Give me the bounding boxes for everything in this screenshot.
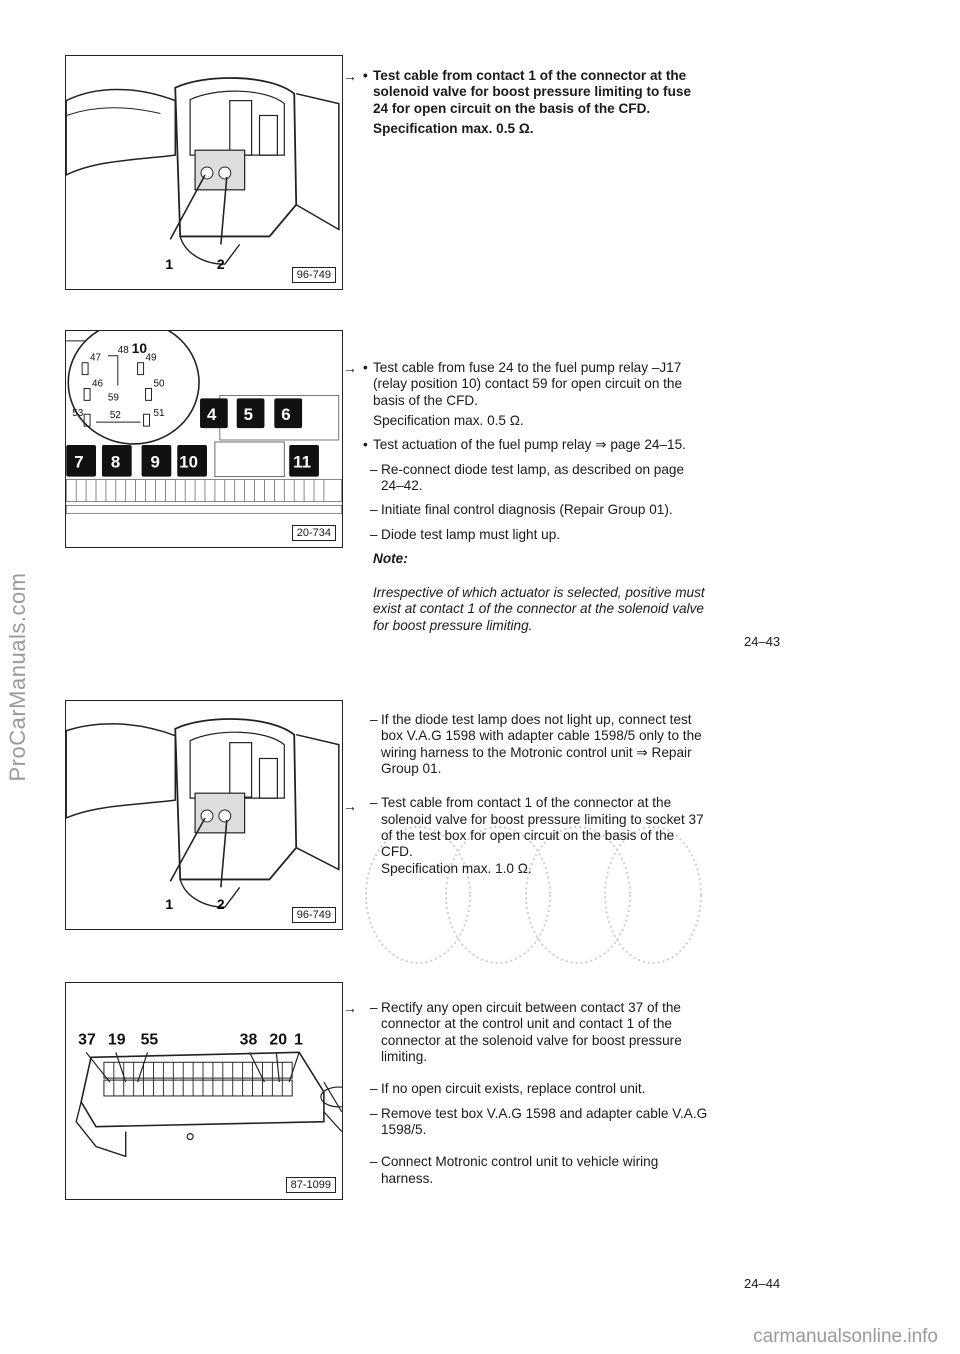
pin-37: 37 [78, 1031, 96, 1049]
note-body: Irrespective of which actuator is selected, positive must exist at contact 1 of the connector at the solenoid valve for boost pressure limiting. [373, 585, 705, 633]
figure-control-unit [65, 982, 343, 1200]
step-spec: Specification max. 0.5 Ω. [373, 412, 524, 428]
relay-7: 7 [74, 452, 84, 472]
contact-49: 49 [145, 352, 157, 364]
pin-1: 1 [294, 1031, 303, 1049]
relay-11: 11 [293, 452, 311, 472]
connector-illustration [66, 56, 342, 289]
arrow-marker: → [343, 798, 357, 814]
page-number-bottom: 24–44 [744, 1276, 781, 1291]
relay-10: 10 [179, 452, 198, 472]
callout-2: 2 [216, 256, 225, 273]
step-dash: – If no open circuit exists, replace control unit. [370, 1081, 646, 1097]
step-dash: – Test cable from contact 1 of the connector at the solenoid valve for boost pressure limiting to socket 37 of the test box for open circuit on the basis of the CFD. [370, 795, 704, 860]
step-dash: – Initiate final control diagnosis (Repair Group 01). [370, 502, 673, 518]
figure-connector-1 [65, 55, 343, 290]
contact-59: 59 [107, 392, 119, 404]
contact-47: 47 [90, 352, 102, 364]
relay-4: 4 [206, 405, 217, 425]
instruction-block-2 [343, 360, 709, 634]
step-dash: – Re-connect diode test lamp, as described on page 24–42. [370, 461, 685, 493]
callout-2: 2 [216, 896, 225, 913]
side-watermark: ProCarManuals.com [5, 572, 30, 782]
step-bullet: • Test cable from fuse 24 to the fuel pump relay –J17 (relay position 10) contact 59 for open circuit on the basis of the CFD. [363, 360, 683, 408]
figure-connector-2 [65, 700, 343, 930]
instruction-block-4 [343, 1000, 709, 1195]
contact-53: 53 [72, 408, 84, 420]
relay-9: 9 [150, 452, 160, 472]
step-dash: – Diode test lamp must light up. [370, 526, 561, 542]
figure-number: 96-749 [292, 907, 336, 923]
page-number-top: 24–43 [744, 634, 781, 649]
pin-20: 20 [269, 1031, 288, 1049]
bottom-watermark: carmanualsonline.info [753, 1326, 938, 1347]
connector-illustration [66, 701, 342, 929]
relay-6: 6 [281, 405, 291, 425]
instruction-block-3 [343, 712, 709, 885]
arrow-marker: → [343, 1000, 357, 1016]
pin-19: 19 [107, 1031, 126, 1049]
pin-55: 55 [140, 1031, 159, 1049]
step-dash: – Connect Motronic control unit to vehicle wiring harness. [370, 1154, 659, 1186]
figure-number: 96-749 [292, 267, 336, 283]
step-bullet: • Test cable from contact 1 of the connector at the solenoid valve for boost pressure limiting to fuse 24 for open circuit on the basis of the CFD. [363, 68, 691, 116]
note-heading: Note: [373, 550, 408, 566]
arrow-marker: → [343, 68, 357, 84]
contact-10: 10 [131, 339, 148, 356]
figure-number: 87-1099 [286, 1177, 336, 1193]
callout-1: 1 [165, 256, 174, 273]
step-spec: Specification max. 1.0 Ω. [381, 860, 532, 876]
relay-panel-illustration [66, 331, 342, 547]
step-spec: Specification max. 0.5 Ω. [373, 120, 534, 136]
contact-46: 46 [92, 378, 104, 390]
figure-relay-panel [65, 330, 343, 548]
pin-38: 38 [239, 1031, 258, 1049]
contact-50: 50 [153, 378, 165, 390]
contact-48: 48 [117, 344, 129, 356]
instruction-block-1 [343, 68, 709, 145]
control-unit-illustration [66, 983, 342, 1199]
figure-number: 20-734 [292, 525, 336, 541]
step-dash: – Remove test box V.A.G 1598 and adapter cable V.A.G 1598/5. [370, 1105, 708, 1137]
step-bullet: • Test actuation of the fuel pump relay ⇒ page 24–15. [363, 437, 686, 453]
callout-1: 1 [165, 896, 174, 913]
step-dash: – If the diode test lamp does not light up, connect test box V.A.G 1598 with adapter cable 1598/5 only to the wiring harness to the Motronic control unit ⇒ Repair Group 01. [370, 712, 702, 776]
contact-52: 52 [109, 410, 121, 422]
step-dash: – Rectify any open circuit between contact 37 of the connector at the control unit and contact 1 of the connector at the solenoid valve for boost pressure limiting. [370, 1000, 682, 1064]
contact-51: 51 [153, 408, 165, 420]
arrow-marker: → [343, 360, 357, 376]
relay-8: 8 [110, 452, 121, 472]
relay-5: 5 [243, 405, 253, 425]
